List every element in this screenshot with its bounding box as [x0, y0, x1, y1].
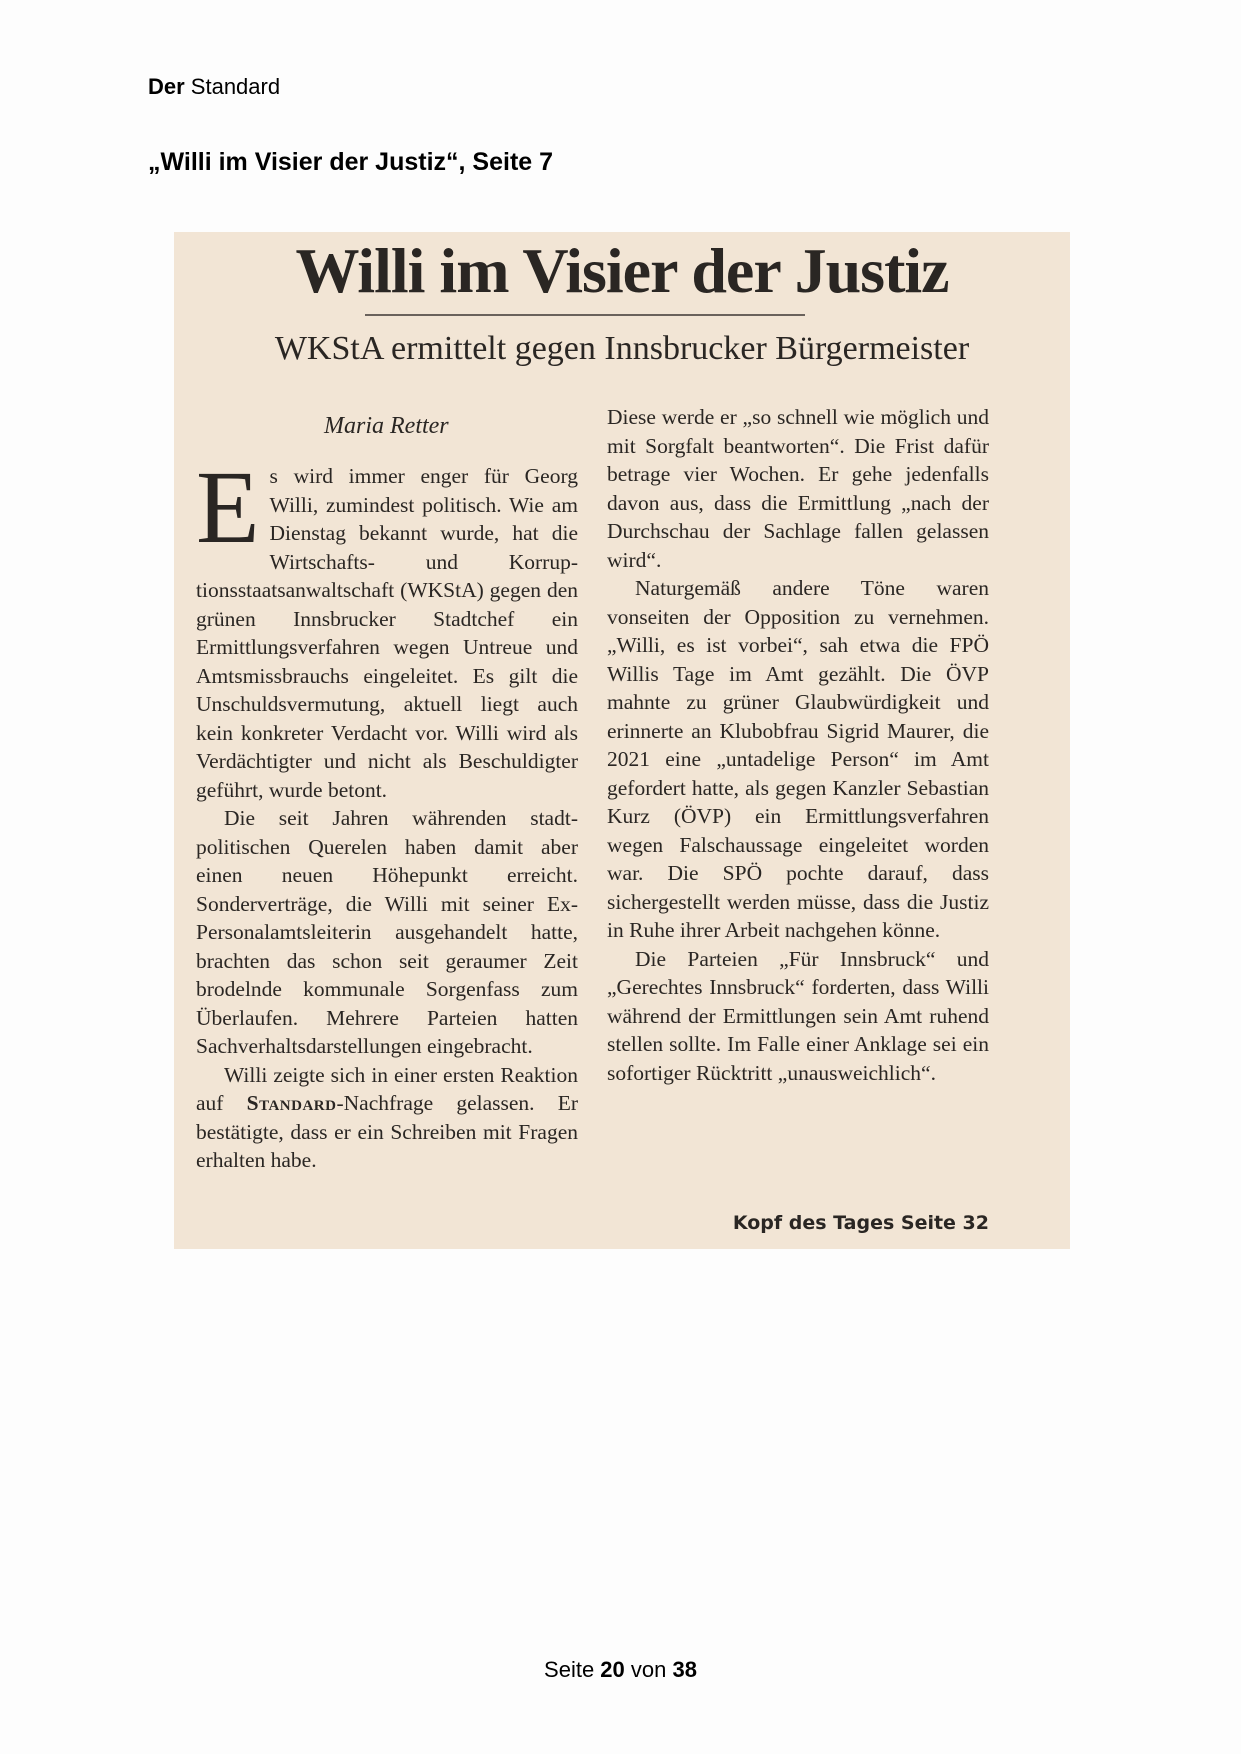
publication-name [148, 74, 280, 100]
page-separator: von [624, 1657, 673, 1682]
total-pages: 38 [672, 1657, 697, 1682]
article-reference: „Willi im Visier der Justiz“, Seite 7 [148, 148, 554, 176]
headline: Willi im Visier der Justiz [295, 235, 949, 306]
drop-cap: E [196, 450, 260, 565]
left-column [196, 450, 578, 1175]
headline-divider [365, 314, 805, 316]
brand-name: Standard [246, 1091, 337, 1115]
publication-name-bold: Der [148, 74, 185, 99]
cross-reference: Kopf des Tages Seite 32 [732, 1212, 989, 1234]
newspaper-clipping [174, 232, 1070, 1249]
publication-name-rest: Standard [184, 74, 281, 99]
current-page: 20 [600, 1657, 625, 1682]
paragraph: Diese werde er „so schnell wie möglich und mit Sorgfalt beantworten“. Die Frist dafür betrage vier Wochen. Er gehe jedenfalls davon aus, dass die Ermittlung „nach der Durchschau der Sachlage fallen gelassen wird“. [607, 405, 989, 572]
page-number [0, 1657, 1241, 1683]
right-column [607, 403, 989, 1087]
subheadline: WKStA ermittelt gegen Innsbrucker Bürgermeister [274, 330, 970, 367]
paragraph [196, 1061, 578, 1175]
paragraph: Naturgemäß andere Töne waren vonseiten der Opposition zu vernehmen. „Willi, es ist vorbei“, sah etwa die FPÖ Willis Tage im Amt gezählt. Die ÖVP mahnte zu grüner Glaubwürdigkeit und erinnerte an Klubobfrau Sigrid Maurer, die 2021 eine „untadelige Person“ im Amt gefordert hatte, als gegen Kanzler Sebastian Kurz (ÖVP) ein Ermittlungsverfahren wegen Falschaussage eingeleitet worden war. Die SPÖ pochte darauf, dass sichergestellt werden müsse, dass die Justiz in Ruhe ihrer Arbeit nachgehen könne. [607, 576, 989, 942]
paragraph-text: Willi zeigte sich in einer ersten Reaktion auf [196, 1062, 578, 1115]
page-label: Seite [544, 1657, 601, 1682]
paragraph-text: -Nachfrage gelassen. Er bestätigte, dass er ein Schreiben mit Fragen erhalten habe. [196, 1091, 578, 1172]
paragraph: Die seit Jahren währenden stadtpolitischen Querelen haben damit aber einen neuen Höhepunkt erreicht. Sonderverträge, die Willi mit seiner Ex-Personalamtsleiterin ausgehandelt hatte, brachten das schon seit geraumer Zeit brodelnde kommunale Sorgenfass zum Überlaufen. Mehrere Parteien hatten Sachverhaltsdarstellungen eingebracht. [196, 806, 578, 1058]
paragraph: Die Parteien „Für Innsbruck“ und „Gerechtes Innsbruck“ forderten, dass Willi während der Ermittlungen sein Amt ruhend stellen sollte. Im Falle einer Anklage sei ein sofortiger Rücktritt „unausweichlich“. [607, 946, 989, 1085]
author-byline: Maria Retter [324, 413, 449, 439]
paragraph [196, 450, 578, 804]
paragraph-text: s wird immer enger für Georg Willi, zumindest politisch. Wie am Dienstag bekannt wurde, hat die Wirtschafts- und Korruptionsstaatsanwaltschaft (WKStA) gegen den grünen Innsbrucker Stadtchef ein Ermittlungsverfahren wegen Untreue und Amtsmissbrauchs eingeleitet. Es gilt die Unschuldsvermutung, aktuell liegt auch kein konkreter Verdacht vor. Willi wird als Verdächtigter und nicht als Beschuldigter geführt, wurde betont. [196, 464, 578, 802]
